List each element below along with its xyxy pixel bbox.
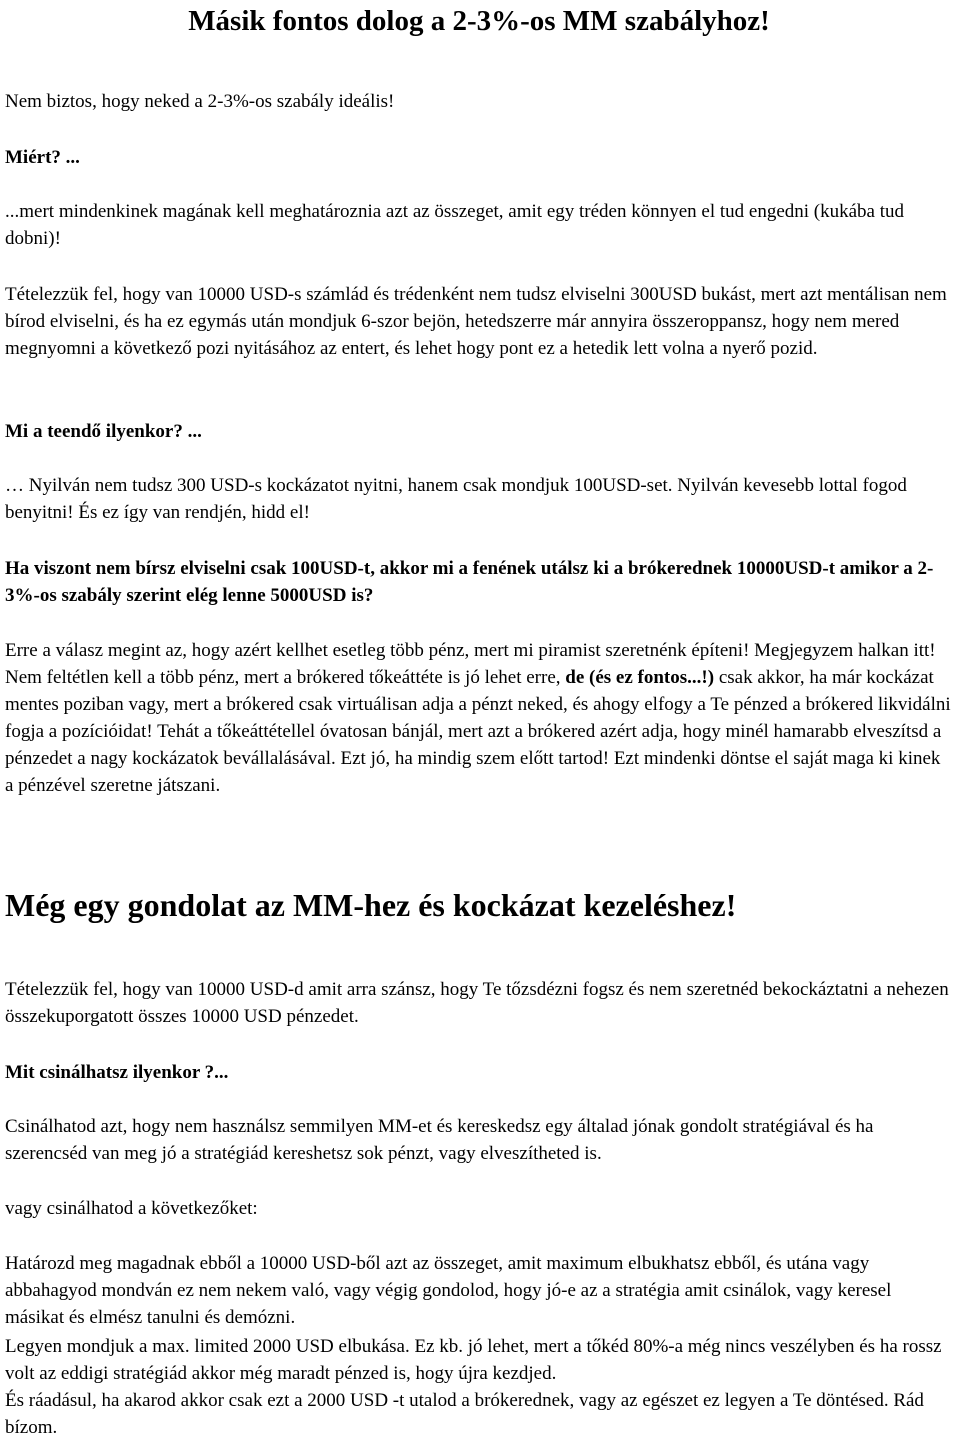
paragraph-example-2: Tételezzük fel, hogy van 10000 USD-d amit arra szánsz, hogy Te tőzsdézni fogsz és nem szeretnéd bekockáztatni a nehezen összekuporgatott összes 10000 USD pénzedet. [5, 979, 949, 1027]
paragraph-no-mm: Csinálhatod azt, hogy nem használsz semmilyen MM-et és kereskedsz egy általad jónak gondolt stratégiával és ha szerencséd van meg jó a stratégiád kereshetsz sok pénzt, vagy elveszítheted is. [5, 1116, 874, 1164]
paragraph-lot-size: … Nyilván nem tudsz 300 USD-s kockázatot nyitni, hanem csak mondjuk 100USD-set. Nyilván kevesebb lottal fogod benyitni! És ez így van rendjén, hidd el! [5, 475, 907, 523]
leverage-text-2: csak akkor, ha már kockázat mentes poziban vagy, mert a brókered csak virtuálisan adja a pénzt neked, és ahogy elfogy a Te pénzed a brókered likvidálni fogja a pozícióidat! Tehát a tőkeáttétellel óvatosan bánjál, mert azt a brókered azért adja, hogy minél hamarabb elveszítsd a pénzedet a nagy kockázatok bevállalásával. Ezt jó, ha mindig szem előtt tartod! Ezt mindenki döntse el saját maga ki kinek a pénzével szeretne játszani. [5, 667, 951, 796]
paragraph-limit: Legyen mondjuk a max. limited 2000 USD elbukása. Ez kb. jó lehet, mert a tőkéd 80%-a még nincs veszélyben és ha rossz volt az eddigi stratégiád akkor még maradt pénzed is, hogy újra kezdjed. [5, 1336, 942, 1384]
paragraph-intro: Nem biztos, hogy neked a 2-3%-os szabály ideális! [5, 91, 395, 112]
paragraph-example: Tételezzük fel, hogy van 10000 USD-s számlád és trédenként nem tudsz elviselni 300USD bukást, mert azt mentálisan nem bírod elviselni, és ha ez egymás után mondjuk 6-szor bejön, hetedszerre már annyira összeroppansz, hogy nem mered megnyomni a következő pozi nyitásához az entert, és lehet hogy pont ez a hetedik lett volna a nyerő pozid. [5, 284, 947, 359]
paragraph-decision: És ráadásul, ha akarod akkor csak ezt a 2000 USD -t utalod a brókerednek, vagy az egészet ez legyen a Te döntésed. Rád bízom. [5, 1390, 924, 1438]
question-what-can-you-do: Mit csinálhatsz ilyenkor ?... [5, 1062, 229, 1083]
leverage-text-1: Erre a válasz megint az, hogy azért kellhet esetleg több pénz, mert mi piramist szeretnénk építeni! Megjegyzem halkan itt! Nem feltétlen kell a több pénz, mert a brókered tőkeáttéte is jó lehet erre, [5, 640, 936, 688]
leverage-emphasis: de (és ez fontos...!) [565, 667, 715, 688]
paragraph-leverage [5, 637, 953, 799]
paragraph-determine: Határozd meg magadnak ebből a 10000 USD-ből azt az összeget, amit maximum elbukhatsz ebből, és utána vagy abbahagyod mondván ez nem nekem való, vagy végig gondolod, hogy jó-e az a stratégia amit csinálok, vagy keresel másikat és elmész tanulni és demózni. [5, 1253, 892, 1328]
question-what-to-do: Mi a teendő ilyenkor? ... [5, 421, 202, 442]
paragraph-or: vagy csinálhatod a következőket: [5, 1198, 258, 1219]
section-heading: Még egy gondolat az MM-hez és kockázat kezeléshez! [5, 887, 737, 923]
page-title: Másik fontos dolog a 2-3%-os MM szabályhoz! [188, 5, 770, 37]
paragraph-bold-question: Ha viszont nem bírsz elviselni csak 100USD-t, akkor mi a fenének utálsz ki a brókerednek 10000USD-t amikor a 2-3%-os szabály szerint elég lenne 5000USD is? [5, 558, 934, 606]
question-why: Miért? ... [5, 147, 80, 168]
paragraph-answer: ...mert mindenkinek magának kell meghatároznia azt az összeget, amit egy tréden könnyen el tud engedni (kukába tud dobni)! [5, 201, 905, 249]
